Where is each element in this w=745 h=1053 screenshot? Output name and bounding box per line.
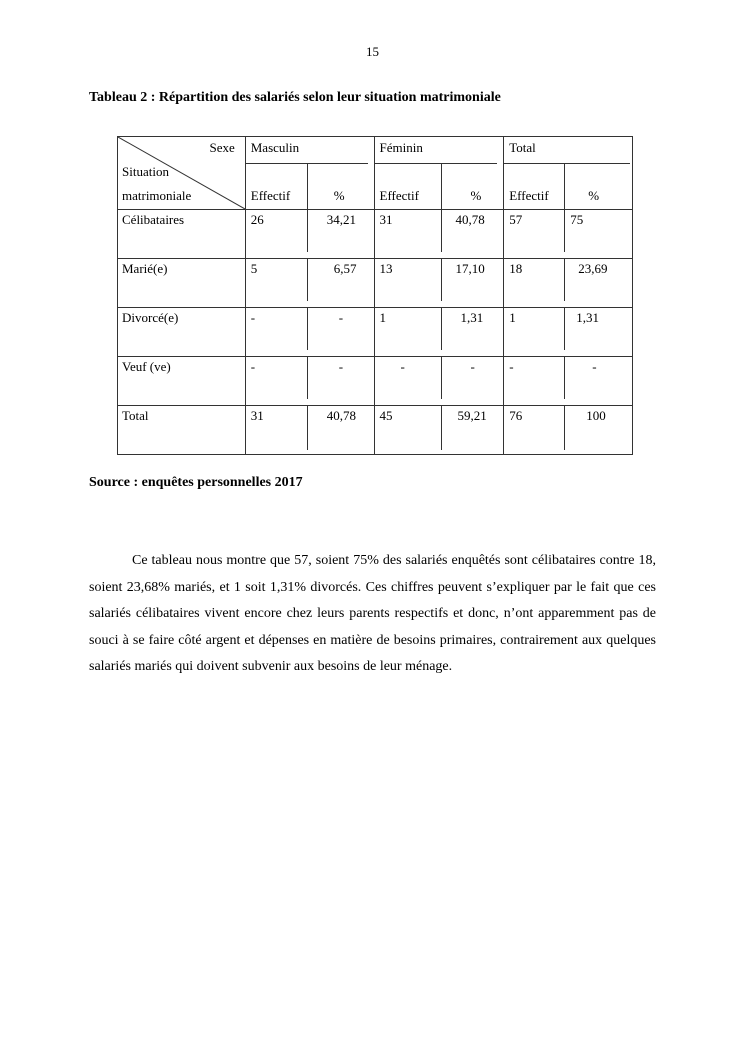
percent-value: - [338,310,344,325]
group-name: Féminin [379,140,423,155]
table-header-row [118,137,633,210]
row-label: Marié(e) [122,261,168,276]
effectif-value: - [250,359,256,374]
total-cell [504,210,633,259]
percent-value: 17,10 [455,261,485,276]
percent-value: 6,57 [333,261,357,276]
masculin-cell [245,308,374,357]
group-underline [504,163,630,164]
total-cell [504,308,633,357]
row-label: Divorcé(e) [122,310,179,325]
masculin-cell [245,406,374,455]
group-name: Total [509,140,536,155]
row-label-cell [118,308,246,357]
paragraph-text: Ce tableau nous montre que 57, soient 75% des salariés enquêtés sont célibataires contre 18, soient 23,68% mariés, et 1 soit 1,31% divorcés. Ces chiffres peuvent s’expliquer par le fait que ces salariés célibataires vivent encore chez leurs parents respectifs et donc, n’ont apparemment pas de souci à se faire côté argent et dépenses en matière de besoins primaires, contrairement aux quelques salariés mariés qui doivent subvenir aux besoins de leur ménage. [89,553,656,674]
percent-value: - [338,359,344,374]
column-separator [441,259,442,301]
percent-value: 40,78 [326,408,356,423]
column-separator [441,406,442,450]
row-label-cell [118,210,246,259]
percent-value: 59,21 [457,408,487,423]
row-label-cell [118,406,246,455]
effectif-value: 31 [379,212,393,227]
percent-value: 40,78 [455,212,485,227]
row-label: Célibataires [122,212,185,227]
column-separator [307,357,308,399]
group-underline [375,163,498,164]
effectif-value: 76 [509,408,523,423]
percent-value: - [592,359,597,374]
table-row [118,308,633,357]
column-separator [564,163,565,209]
column-separator [441,210,442,252]
col-percent-header: % [470,188,482,203]
total-cell [504,259,633,308]
table-row [118,210,633,259]
corner-sexe-label: Sexe [209,140,235,155]
row-label-cell [118,259,246,308]
column-separator [564,259,565,301]
feminin-cell [374,308,504,357]
data-table-container [117,136,633,451]
body-paragraph [89,548,656,681]
row-label: Veuf (ve) [122,359,171,374]
effectif-value: 1 [379,310,386,325]
column-separator [441,163,442,209]
table-row [118,357,633,406]
effectif-value: 57 [509,212,523,227]
effectif-value: 31 [250,408,264,423]
col-effectif-header: Effectif [509,188,549,203]
effectif-value: 1 [509,310,516,325]
corner-header-cell [118,137,246,210]
percent-value: - [470,359,475,374]
column-separator [307,406,308,450]
percent-value: 34,21 [326,212,356,227]
column-separator [441,308,442,350]
column-separator [307,308,308,350]
percent-value: 1,31 [460,310,484,325]
percent-value: 1,31 [576,310,599,325]
table-row-total [118,406,633,455]
corner-situation-label: Situation [122,164,169,179]
row-label-cell [118,357,246,406]
marital-status-table [117,136,633,455]
row-label: Total [122,408,149,423]
group-header-feminin [374,137,504,210]
column-separator [307,163,308,209]
masculin-cell [245,357,374,406]
corner-matrimoniale-label: matrimoniale [122,188,192,203]
effectif-value: 26 [250,212,264,227]
table-row [118,259,633,308]
total-cell [504,406,633,455]
effectif-value: 18 [509,261,523,276]
feminin-cell [374,357,504,406]
group-header-total [504,137,633,210]
feminin-cell [374,406,504,455]
percent-value: 75 [570,212,584,227]
column-separator [564,308,565,350]
masculin-cell [245,259,374,308]
table-source-note: Source : enquêtes personnelles 2017 [89,475,303,490]
effectif-value: 5 [250,261,258,276]
column-separator [307,259,308,301]
percent-value: 100 [586,408,606,423]
percent-value: 23,69 [578,261,608,276]
group-header-masculin [245,137,374,210]
table-caption: Tableau 2 : Répartition des salariés selon leur situation matrimoniale [89,90,501,105]
col-effectif-header: Effectif [250,188,291,203]
feminin-cell [374,259,504,308]
effectif-value: 13 [379,261,393,276]
col-percent-header: % [588,188,600,203]
effectif-value: 45 [379,408,393,423]
page-number: 15 [366,44,379,59]
column-separator [564,406,565,450]
column-separator [441,357,442,399]
group-name: Masculin [250,140,300,155]
effectif-value: - [400,359,405,374]
total-cell [504,357,633,406]
column-separator [564,210,565,252]
column-separator [307,210,308,252]
feminin-cell [374,210,504,259]
col-percent-header: % [333,188,345,203]
effectif-value: - [509,359,514,374]
column-separator [564,357,565,399]
effectif-value: - [250,310,256,325]
masculin-cell [245,210,374,259]
col-effectif-header: Effectif [379,188,419,203]
